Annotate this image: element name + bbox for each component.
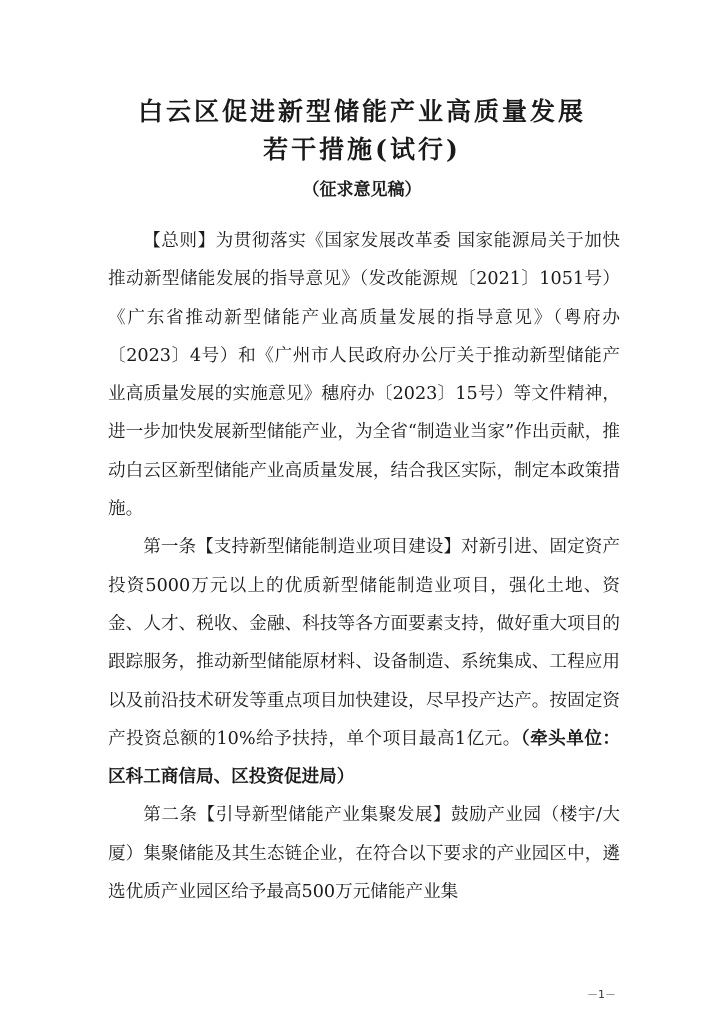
document-body [108, 222, 620, 911]
article1-paragraph [108, 528, 620, 796]
general-provision-paragraph: 【总则】为贯彻落实《国家发展改革委 国家能源局关于加快推动新型储能发展的指导意见》（发改能源规〔2021〕1051号）《广东省推动新型储能产业高质量发展的指导意见》（粤府办〔2023〕4号）和《广州市人民政府办公厅关于推动新型储能产业高质量发展的实施意见》穗府办〔2023〕15号）等文件精神，进一步加快发展新型储能产业，为全省“制造业当家”作出贡献，推动白云区新型储能产业高质量发展，结合我区实际，制定本政策措施。 [108, 231, 620, 520]
document-title-line2: 若干措施(试行) [263, 135, 461, 164]
document-title-line1: 白云区促进新型储能产业高质量发展 [137, 97, 586, 126]
article2-paragraph: 第二条【引导新型储能产业集聚发展】鼓励产业园（楼宇/大厦）集聚储能及其生态链企业，在符合以下要求的产业园区中，遴选优质产业园区给予最高500万元储能产业集 [108, 805, 620, 903]
page-number: －1－ [587, 988, 616, 1001]
document-subtitle: （征求意见稿） [302, 180, 422, 200]
article1-text: 第一条【支持新型储能制造业项目建设】对新引进、固定资产投资5000万元以上的优质新型储能制造业项目，强化土地、资金、人才、税收、金融、科技等各方面要素支持，做好重大项目的跟踪服务，推动新型储能原材料、设备制造、系统集成、工程应用以及前沿技术研发等重点项目加快建设，尽早投产达产。按固定资产投资总额的10%给予扶持，单个项目最高1亿元。 [108, 537, 620, 749]
article1-lead-units: （牵头单位：区科工商信局、区投资促进局） [108, 728, 620, 788]
